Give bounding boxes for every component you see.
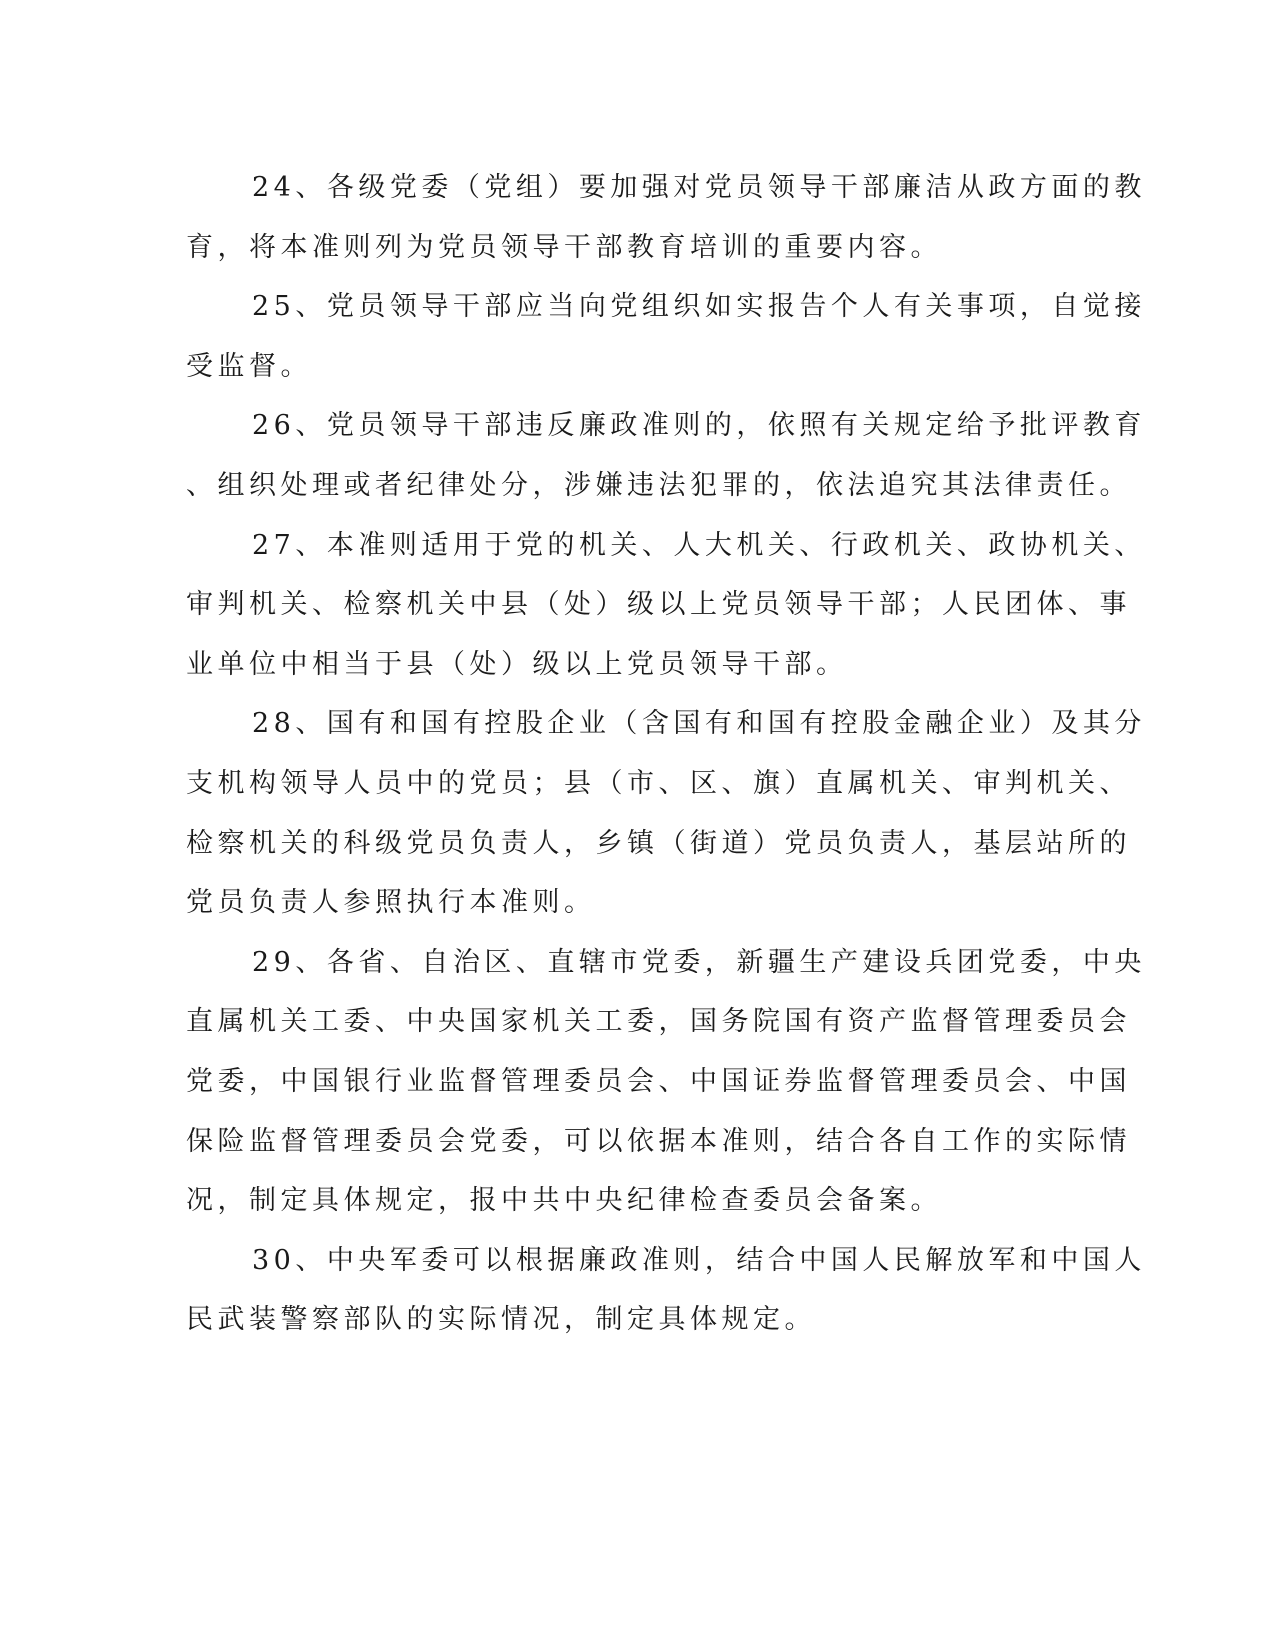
paragraph-line: 25、党员领导干部应当向党组织如实报告个人有关事项，自觉接 — [252, 291, 1146, 323]
paragraph-line: 检察机关的科级党员负责人，乡镇（街道）党员负责人，基层站所的 — [186, 827, 1131, 859]
paragraph-line: 况，制定具体规定，报中共中央纪律检查委员会备案。 — [186, 1185, 942, 1217]
paragraph-line: 保险监督管理委员会党委，可以依据本准则，结合各自工作的实际情 — [186, 1125, 1131, 1157]
paragraph-line: 支机构领导人员中的党员；县（市、区、旗）直属机关、审判机关、 — [186, 767, 1131, 799]
paragraph-line: 党员负责人参照执行本准则。 — [186, 887, 596, 919]
paragraph-28 — [186, 694, 1146, 932]
paragraph-line: 28、国有和国有控股企业（含国有和国有控股金融企业）及其分 — [252, 708, 1146, 740]
paragraph-line: 27、本准则适用于党的机关、人大机关、行政机关、政协机关、 — [252, 529, 1146, 561]
paragraph-30 — [186, 1231, 1146, 1350]
paragraph-line: 直属机关工委、中央国家机关工委，国务院国有资产监督管理委员会 — [186, 1006, 1131, 1038]
paragraph-29 — [186, 933, 1146, 1231]
paragraph-line: 、组织处理或者纪律处分，涉嫌违法犯罪的，依法追究其法律责任。 — [186, 469, 1131, 501]
paragraph-line: 29、各省、自治区、直辖市党委，新疆生产建设兵团党委，中央 — [252, 946, 1146, 978]
paragraph-24 — [186, 158, 1146, 277]
document-body — [186, 158, 1146, 1350]
paragraph-line: 业单位中相当于县（处）级以上党员领导干部。 — [186, 648, 848, 680]
paragraph-line: 受监督。 — [186, 350, 312, 382]
paragraph-line: 30、中央军委可以根据廉政准则，结合中国人民解放军和中国人 — [252, 1244, 1146, 1276]
paragraph-27 — [186, 516, 1146, 695]
paragraph-25 — [186, 277, 1146, 396]
paragraph-line: 审判机关、检察机关中县（处）级以上党员领导干部；人民团体、事 — [186, 589, 1131, 621]
paragraph-line: 24、各级党委（党组）要加强对党员领导干部廉洁从政方面的教 — [252, 172, 1146, 203]
paragraph-line: 26、党员领导干部违反廉政准则的，依照有关规定给予批评教育 — [252, 410, 1146, 442]
paragraph-26 — [186, 396, 1146, 515]
paragraph-line: 育，将本准则列为党员领导干部教育培训的重要内容。 — [186, 231, 942, 263]
paragraph-line: 民武装警察部队的实际情况，制定具体规定。 — [186, 1304, 816, 1336]
paragraph-line: 党委，中国银行业监督管理委员会、中国证券监督管理委员会、中国 — [186, 1065, 1131, 1097]
